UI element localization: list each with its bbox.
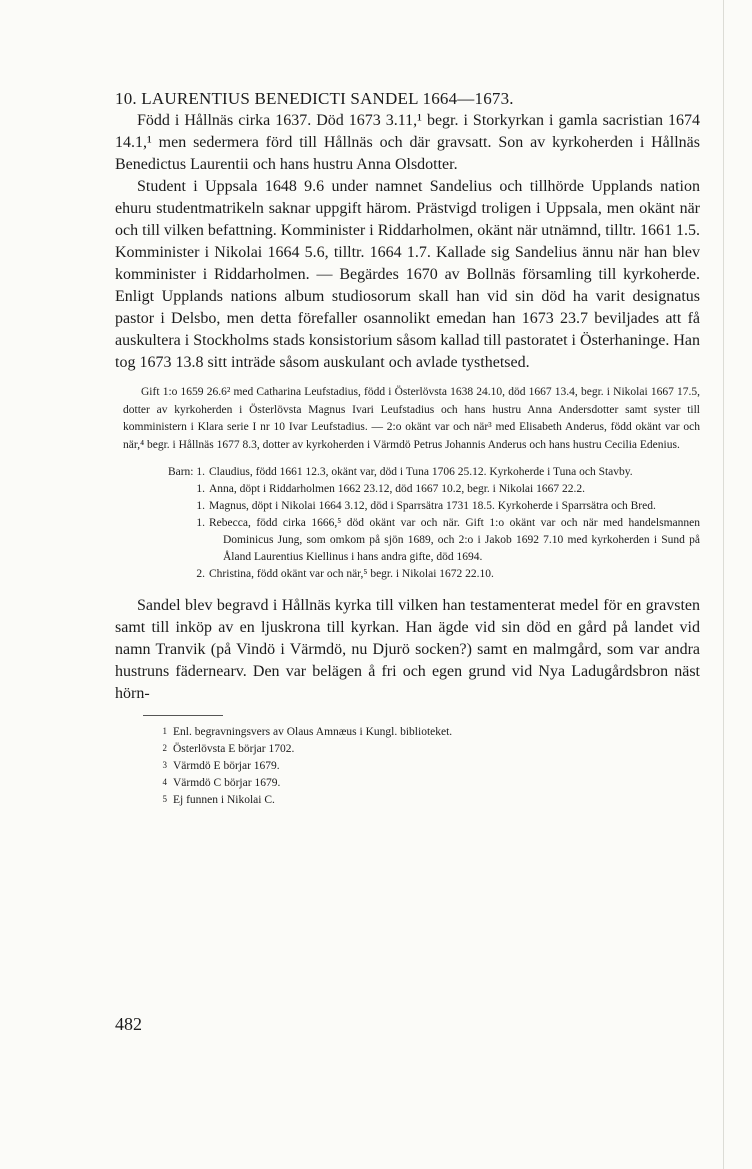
child-text: Christina, född okänt var och när,⁵ begr. i Nikolai 1672 22.10. [209, 568, 494, 580]
child-text: Magnus, döpt i Nikolai 1664 3.12, död i Sparrsätra 1731 18.5. Kyrkoherde i Sparrsätra och Bred. [209, 500, 656, 512]
child-entry [115, 481, 700, 498]
child-text: Claudius, född 1661 12.3, okänt var, död i Tuna 1706 25.12. Kyrkoherde i Tuna och Stavby. [209, 466, 633, 478]
footnote-number: 2 [162, 743, 167, 753]
child-entry [115, 515, 700, 566]
page-number: 482 [115, 1014, 142, 1034]
footnote-number: 4 [162, 777, 167, 787]
child-text: Rebecca, född cirka 1666,⁵ död okänt var och när. Gift 1:o okänt var och när med handelsmannen Dominicus Jung, som omkom på sjön 1689, och 2:o i Jakob 1692 7.10 med kyrkoherden i Sund på Åland Laurentius Kiellinus i hans andra gifte, död 1694. [209, 517, 700, 563]
child-text: Anna, döpt i Riddarholmen 1662 23.12, död 1667 10.2, begr. i Nikolai 1667 22.2. [209, 483, 585, 495]
child-number: 1. [196, 517, 205, 529]
footnote-text: Ej funnen i Nikolai C. [173, 794, 275, 806]
footnote-text: Enl. begravningsvers av Olaus Amnæus i Kungl. biblioteket. [173, 726, 453, 738]
footnote-number: 5 [162, 794, 167, 804]
child-number: 2. [196, 568, 205, 580]
footnote-text: Österlövsta E börjar 1702. [173, 743, 295, 755]
paragraph-career: Student i Uppsala 1648 9.6 under namnet Sandelius och tillhörde Upplands nation ehuru studentmatrikeln saknar uppgift härom. Prästvigd troligen i Uppsala, men okänt när och till vilken befattning. Komminister i Riddarholmen, okänt när utnämnd, tilltr. 1661 1.5. Komminister i Nikolai 1664 5.6, tilltr. 1664 1.7. Kallade sig Sandelius ännu när han blev komminister i Riddarholmen. — Begärdes 1670 av Bollnäs församling till kyrkoherde. Enligt Upplands nations album studiosorum skall han vid sin död ha varit designatus pastor i Delsbo, men detta förefaller osannolikt emedan han 1673 23.7 beviljades att få auskultera i Stockholms stads konsistorium såsom kallad till pastoratet i Österhaninge. Han tog 1673 13.8 sitt inträde såsom auskulant och avlade tysthetsed. [115, 178, 700, 371]
footnote [153, 741, 700, 758]
child-number: Barn: 1. [167, 466, 205, 478]
child-entry [115, 498, 700, 515]
child-number: 1. [196, 483, 205, 495]
child-entry [115, 566, 700, 583]
footnotes [115, 724, 700, 809]
footnote [153, 775, 700, 792]
entry-heading: 10. LAURENTIUS BENEDICTI SANDEL 1664—1673. [115, 89, 514, 108]
footnote-number: 1 [162, 726, 167, 736]
marriages-text: Gift 1:o 1659 26.6² med Catharina Leufstadius, född i Österlövsta 1638 24.10, död 1667 13.4, begr. i Nikolai 1667 17.5, dotter av kyrkoherden i Österlövsta Magnus Ivari Leufstadius och hans hustru Anna Andersdotter samt syster till komministern i Klara serie I nr 10 Ivar Leufstadius. — 2:o okänt var och när³ med Elisabeth Anderus, född okänt var och när,⁴ begr. i Hållnäs 1677 8.3, dotter av kyrkoherden i Värmdö Petrus Johannis Anderus och hans hustru Cecilia Edenius. [123, 386, 700, 451]
page-edge [723, 0, 724, 1169]
child-number: 1. [196, 500, 205, 512]
footnote [153, 758, 700, 775]
footnote-divider [143, 715, 223, 716]
paragraph-burial: Sandel blev begravd i Hållnäs kyrka till vilken han testamenterat medel för en gravsten samt till inköp av en ljuskrona till kyrkan. Han ägde vid sin död en gård på landet vid namn Tranvik (på Vindö i Värmdö, nu Djurö socken?) samt en malmgård, som var andra hustruns fädernearv. Den var belägen å fri och egen grund vid Nya Ladugårdsbron näst hörn- [115, 597, 700, 702]
marriages-section [115, 384, 700, 454]
footnote [153, 724, 700, 741]
footnote-text: Värmdö E börjar 1679. [173, 760, 280, 772]
child-entry [115, 464, 700, 481]
footnote [153, 792, 700, 809]
footnote-number: 3 [162, 760, 167, 770]
footnote-text: Värmdö C börjar 1679. [173, 777, 281, 789]
document-page [115, 88, 700, 809]
paragraph-birth: Född i Hållnäs cirka 1637. Död 1673 3.11,¹ begr. i Storkyrkan i gamla sacristian 1674 14.1,¹ men sedermera förd till Hållnäs och där gravsatt. Son av kyrkoherden i Hållnäs Benedictus Laurentii och hans hustru Anna Olsdotter. [115, 112, 700, 173]
children-list [115, 464, 700, 583]
